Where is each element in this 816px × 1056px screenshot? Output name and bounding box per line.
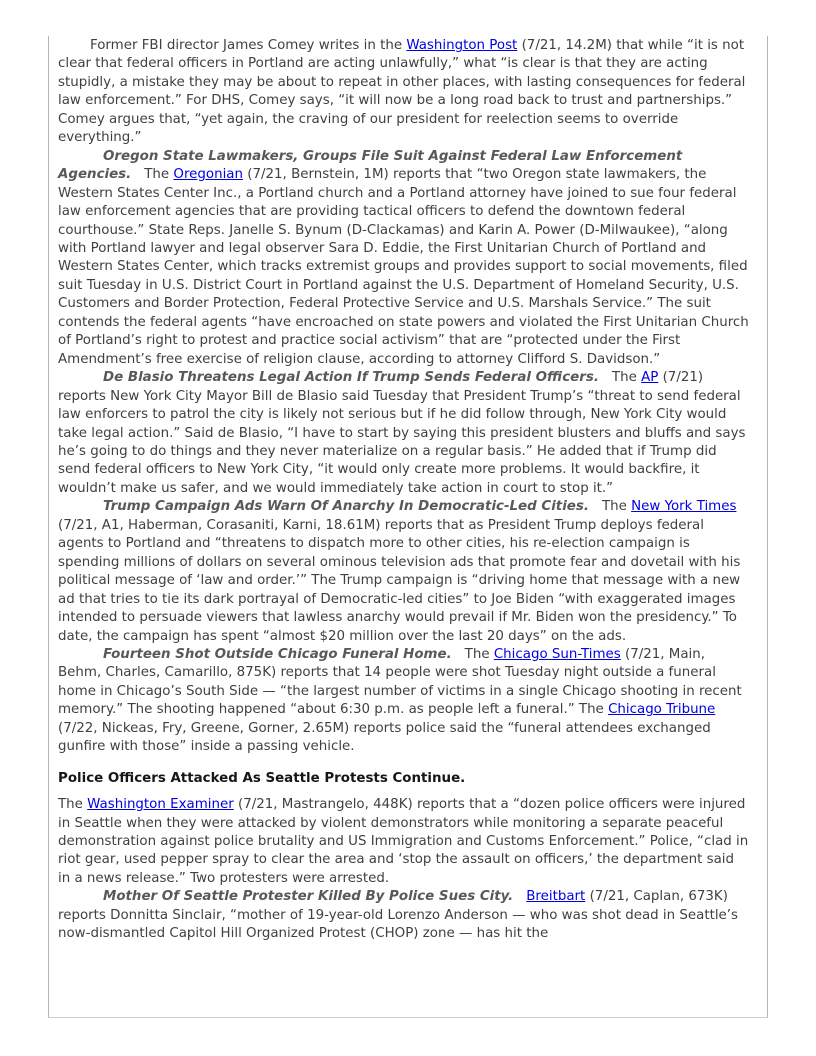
- story-heading: Fourteen Shot Outside Chicago Funeral Home.: [103, 646, 452, 662]
- story-heading: Oregon State Lawmakers, Groups File Suit Against Federal Law Enforcement Agencies.: [58, 148, 683, 183]
- document-page-frame: [48, 36, 768, 1018]
- source-link[interactable]: Washington Examiner: [87, 797, 234, 813]
- story-heading: Trump Campaign Ads Warn Of Anarchy In Democratic-Led Cities.: [103, 499, 589, 515]
- source-link[interactable]: Breitbart: [526, 889, 586, 905]
- story-paragraph: [58, 888, 749, 943]
- text-run: The: [464, 646, 494, 662]
- text-run: (7/21, 14.2M) that while “it is not clear that federal officers in Portland are acting unlawfully,” what “is clear is that they are acting stupidly, a mistake they may be about to repeat in other places, with lasting consequences for federal law enforcement.” For DHS, Comey says, “it will now be a long road back to trust and partnerships.” Comey argues that, “yet again, the craving of our president for reelection seems to override everything.”: [58, 38, 746, 146]
- source-link[interactable]: Chicago Sun-Times: [493, 646, 621, 662]
- story-paragraph: [58, 796, 749, 888]
- text-run: The: [601, 499, 632, 515]
- source-link[interactable]: Chicago Tribune: [608, 702, 716, 718]
- story-paragraph: [58, 148, 749, 369]
- story-heading: Mother Of Seattle Protester Killed By Police Sues City.: [103, 889, 514, 905]
- story-paragraph: [58, 646, 749, 757]
- story-paragraph: [58, 37, 749, 148]
- text-run: Police Officers Attacked As Seattle Protests Continue.: [58, 770, 466, 786]
- text-run: The: [58, 797, 88, 813]
- source-link[interactable]: New York Times: [631, 499, 737, 515]
- document-body: [58, 37, 749, 944]
- text-run: Former FBI director James Comey writes in the: [90, 38, 407, 53]
- text-run: (7/21) reports New York City Mayor Bill de Blasio said Tuesday that President Trump’s “threat to send federal law enforcers to patrol the city is likely not serious but if he did follow through, New York City would take legal action.” Said de Blasio, “I have to start by saying this president blusters and bluffs and says he’s going to do things and they never materialize on a regular basis.” He added that if Trump did send federal officers to New York City, “it would only create more problems. It would backfire, it wouldn’t make us safer, and we would immediately take action in court to stop it.”: [58, 370, 746, 496]
- text-run: The: [611, 370, 642, 386]
- story-paragraph: [58, 369, 749, 498]
- story-paragraph: [58, 498, 749, 646]
- text-run: (7/21, A1, Haberman, Corasaniti, Karni, 18.61M) reports that as President Trump deploys federal agents to Portland and “threatens to dispatch more to other cities, his re-election campaign is spending millions of dollars on several ominous television ads that promote fear and dovetail with his political message of ‘law and order.’” The Trump campaign is “driving home that message with a new ad that tries to tie its dark portrayal of Democratic-led cities” to Joe Biden “with exaggerated images intended to persuade viewers that lawless anarchy would prevail if Mr. Biden won the presidency.” To date, the campaign has spent “almost $20 million over the last 20 days” on the ads.: [58, 517, 741, 644]
- text-run: (7/21, Mastrangelo, 448K) reports that a “dozen police officers were injured in Seattle when they were attacked by violent demonstrators while monitoring a separate peaceful demonstration against police brutality and US Immigration and Customs Enforcement.” Police, “clad in riot gear, used pepper spray to clear the area and ‘stop the assault on officers,’ the department said in a news release.” Two protesters were arrested.: [58, 797, 749, 886]
- text-run: (7/22, Nickeas, Fry, Greene, Gorner, 2.65M) reports police said the “funeral attendees exchanged gunfire with those” inside a passing vehicle.: [58, 720, 711, 755]
- text-run: (7/21, Caplan, 673K) reports Donnitta Sinclair, “mother of 19-year-old Lorenzo Anderson — who was shot dead in Seattle’s now-dismantled Capitol Hill Organized Protest (CHOP) zone — has hit the: [58, 889, 739, 942]
- story-heading: De Blasio Threatens Legal Action If Trump Sends Federal Officers.: [103, 370, 599, 386]
- text-run: The: [144, 167, 174, 183]
- text-run: (7/21, Bernstein, 1M) reports that “two Oregon state lawmakers, the Western States Center Inc., a Portland church and a Portland attorney have joined to sue four federal law enforcement agencies that are providing tactical officers to defend the downtown federal courthouse.” State Reps. Janelle S. Bynum (D-Clackamas) and Karin A. Power (D-Milwaukee), “along with Portland lawyer and legal observer Sara D. Eddie, the First Unitarian Church of Portland and Western States Center, which tracks extremist groups and provides support to social movements, filed suit Tuesday in U.S. District Court in Portland against the U.S. Department of Homeland Security, U.S. Customers and Border Protection, Federal Protective Service and U.S. Marshals Service.” The suit contends the federal agents “have encroached on state powers and violated the First Unitarian Church of Portland’s right to protest and practice social activism” that are “protected under the First Amendment’s free exercise of religion clause, according to attorney Clifford S. Davidson.”: [58, 167, 749, 367]
- source-link[interactable]: Oregonian: [173, 167, 243, 183]
- section-heading: [58, 770, 749, 788]
- source-link[interactable]: AP: [641, 370, 659, 386]
- text-run: (7/21, Main, Behm, Charles, Camarillo, 875K) reports that 14 people were shot Tuesday night outside a funeral home in Chicago’s South Side — “the largest number of victims in a single Chicago shooting in recent memory.” The shooting happened “about 6:30 p.m. as people left a funeral.” The: [58, 646, 742, 718]
- source-link[interactable]: Washington Post: [406, 38, 518, 53]
